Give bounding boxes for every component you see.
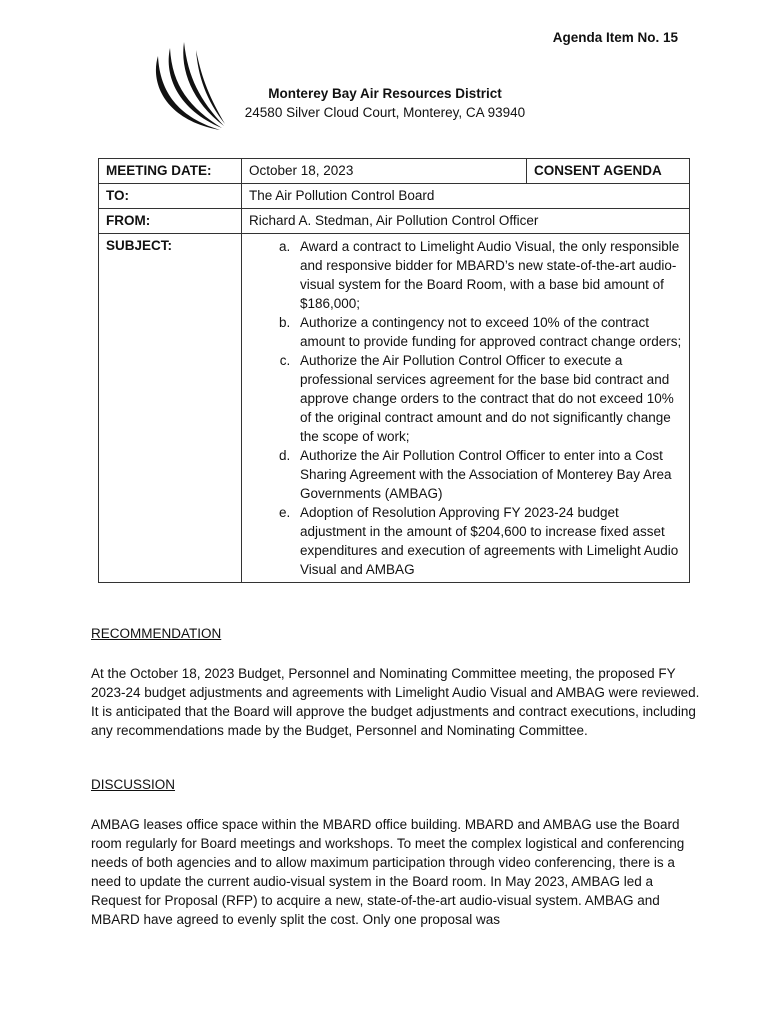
subject-item: e. Adoption of Resolution Approving FY 2023-24 budget adjustment in the amount of $204,600 to increase fixed asset expenditures and execution of agreements with Limelight Audio Visual and AMBAG <box>294 503 682 579</box>
recommendation-heading: RECOMMENDATION <box>91 626 222 641</box>
meeting-date-value: October 18, 2023 <box>242 159 527 184</box>
meeting-info-table <box>98 158 690 583</box>
meeting-date-label: MEETING DATE: <box>99 159 242 184</box>
subject-value <box>242 234 690 583</box>
recommendation-paragraph: At the October 18, 2023 Budget, Personnel and Nominating Committee meeting, the proposed FY 2023-24 budget adjustments and agreements with Limelight Audio Visual and AMBAG were reviewed. It is anticipated that the Board will approve the budget adjustments and contract executions, including any recommendations made by the Budget, Personnel and Nominating Committee. <box>91 666 700 738</box>
subject-item: c. Authorize the Air Pollution Control Officer to execute a professional services agreement for the base bid contract and approve change orders to the contract that do not exceed 10% of the original contract amount and do not significantly change the scope of work; <box>294 351 682 446</box>
to-row <box>99 184 690 209</box>
discussion-heading: DISCUSSION <box>91 777 176 792</box>
from-row <box>99 209 690 234</box>
subject-item: d. Authorize the Air Pollution Control Officer to enter into a Cost Sharing Agreement with the Association of Monterey Bay Area Governments (AMBAG) <box>294 446 682 503</box>
to-label: TO: <box>99 184 242 209</box>
agenda-item-number: Agenda Item No. 15 <box>552 30 678 45</box>
subject-list <box>249 237 682 579</box>
organization-name: Monterey Bay Air Resources District <box>268 86 502 101</box>
subject-row <box>99 234 690 583</box>
from-value: Richard A. Stedman, Air Pollution Control Officer <box>242 209 690 234</box>
discussion-paragraph: AMBAG leases office space within the MBARD office building. MBARD and AMBAG use the Board room regularly for Board meetings and workshops. To meet the complex logistical and conferencing needs of both agencies and to allow maximum participation through video conferencing, there is a need to update the current audio-visual system in the Board room. In May 2023, AMBAG led a Request for Proposal (RFP) to acquire a new, state-of-the-art audio-visual system. AMBAG and MBARD have agreed to evenly split the cost. Only one proposal was <box>91 817 685 927</box>
subject-item: a. Award a contract to Limelight Audio Visual, the only responsible and responsive bidder for MBARD’s new state-of-the-art audio-visual system for the Board Room, with a base bid amount of $186,000; <box>294 237 682 313</box>
meeting-date-row <box>99 159 690 184</box>
agenda-type: CONSENT AGENDA <box>527 159 690 184</box>
subject-item: b. Authorize a contingency not to exceed 10% of the contract amount to provide funding for approved contract change orders; <box>294 313 682 351</box>
subject-label: SUBJECT: <box>99 234 242 583</box>
organization-address: 24580 Silver Cloud Court, Monterey, CA 93940 <box>244 105 526 120</box>
from-label: FROM: <box>99 209 242 234</box>
to-value: The Air Pollution Control Board <box>242 184 690 209</box>
